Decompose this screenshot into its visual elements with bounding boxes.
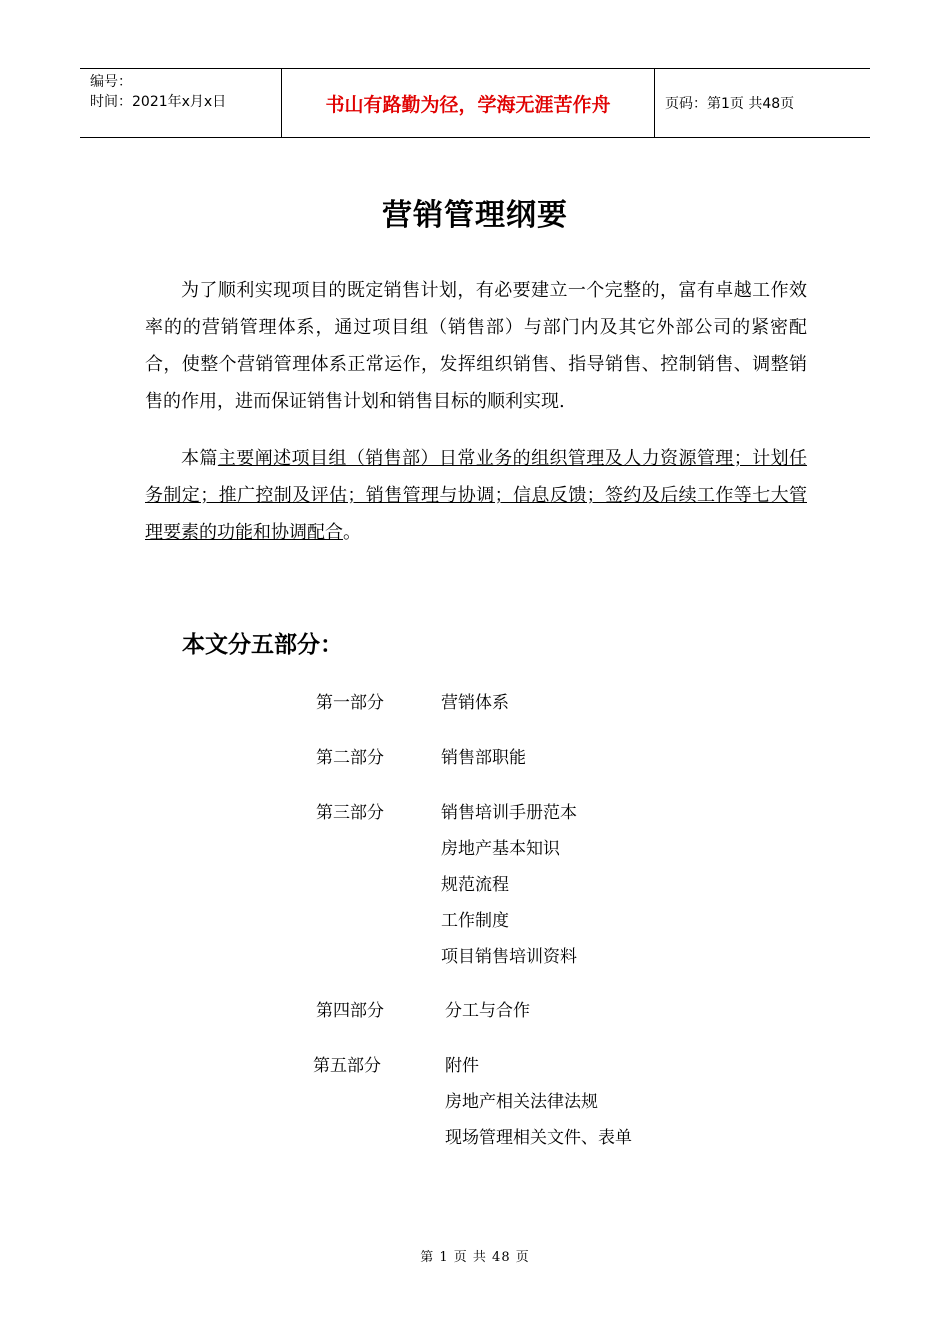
header-page-info: [655, 69, 870, 137]
scope-suffix: 。: [343, 522, 361, 543]
part-5-item: 房地产相关法律法规: [445, 1092, 598, 1112]
part-4-label: 第四部分: [316, 1001, 384, 1021]
part-2-label: 第二部分: [316, 748, 384, 768]
scope-paragraph: [145, 440, 807, 551]
part-3-label: 第三部分: [316, 803, 384, 823]
part-3-item: 项目销售培训资料: [441, 947, 577, 967]
part-3-item: 销售培训手册范本: [441, 803, 577, 823]
part-5-item: 现场管理相关文件、表单: [445, 1128, 632, 1148]
header-motto: [281, 69, 655, 137]
part-4-item: 分工与合作: [445, 1001, 530, 1021]
page-header: [80, 68, 870, 138]
number-label: 编号：: [90, 74, 132, 90]
part-3-item: 规范流程: [441, 875, 509, 895]
intro-paragraph: 为了顺利实现项目的既定销售计划，有必要建立一个完整的，富有卓越工作效率的的营销管理体系，通过项目组（销售部）与部门内及其它外部公司的紧密配合，使整个营销管理体系正常运作，发挥组织销售、指导销售、控制销售、调整销售的作用，进而保证销售计划和销售目标的顺利实现.: [145, 280, 807, 412]
scope-prefix: 本篇: [181, 448, 218, 469]
part-5-label: 第五部分: [313, 1056, 381, 1076]
document-title: 营销管理纲要: [382, 198, 568, 233]
motto-text: 书山有路勤为径，学海无涯苦作舟: [325, 93, 611, 116]
header-meta: [80, 69, 281, 137]
time-label: 时间：2021年x月x日: [90, 94, 227, 110]
part-2-item: 销售部职能: [441, 748, 526, 768]
page-info-text: 页码：第1页 共48页: [665, 96, 795, 112]
section-heading: 本文分五部分：: [182, 632, 343, 658]
part-3-item: 房地产基本知识: [441, 839, 560, 859]
part-1-label: 第一部分: [316, 693, 384, 713]
page-footer: 第 1 页 共 48 页: [420, 1250, 530, 1265]
part-1-item: 营销体系: [441, 693, 509, 713]
part-5-item: 附件: [445, 1056, 479, 1076]
part-3-item: 工作制度: [441, 911, 509, 931]
scope-underlined-text: 主要阐述项目组（销售部）日常业务的组织管理及人力资源管理；计划任务制定；推广控制及评估；销售管理与协调；信息反馈；签约及后续工作等七大管理要素的功能和协调配合: [145, 448, 808, 543]
